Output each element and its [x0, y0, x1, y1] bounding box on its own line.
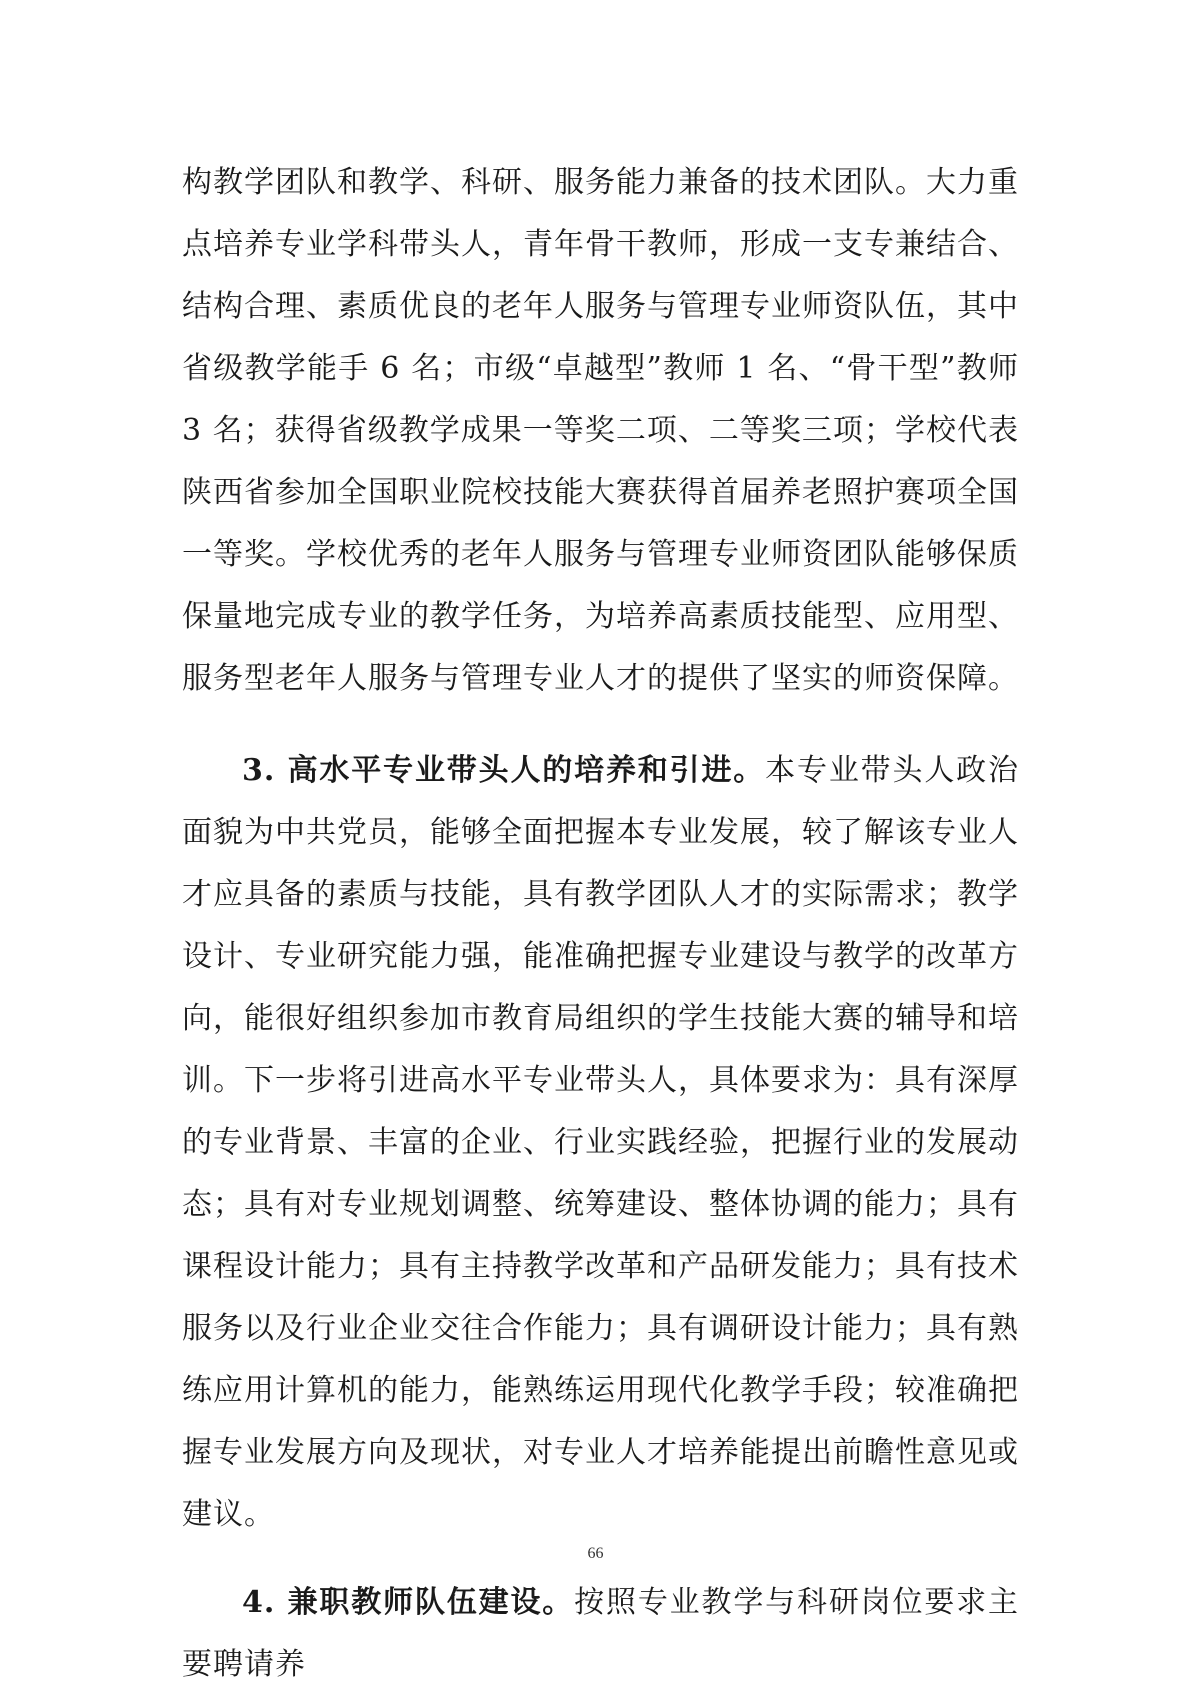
page-number: 66 — [587, 1545, 604, 1562]
body-text — [182, 152, 1019, 1696]
section-heading: 4. 兼职教师队伍建设。 — [242, 1585, 575, 1620]
paragraph-teaching-team — [182, 152, 1019, 710]
section-heading: 3. 高水平专业带头人的培养和引进。 — [242, 753, 766, 788]
paragraph-leader-training — [182, 740, 1019, 1546]
paragraph-text: 按照专业教学与科研岗位要求主要聘请养 — [182, 1585, 1020, 1682]
paragraph-text: 本专业带头人政治面貌为中共党员，能够全面把握本专业发展，较了解该专业人才应具备的素质与技能，具有教学团队人才的实际需求；教学设计、专业研究能力强，能准确把握专业建设与教学的改革方向，能很好组织参加市教育局组织的学生技能大赛的辅导和培训。下一步将引进高水平专业带头人，具体要求为：具有深厚的专业背景、丰富的企业、行业实践经验，把握行业的发展动态；具有对专业规划调整、统筹建设、整体协调的能力；具有课程设计能力；具有主持教学改革和产品研发能力；具有技术服务以及行业企业交往合作能力；具有调研设计能力；具有熟练应用计算机的能力，能熟练运用现代化教学手段；较准确把握专业发展方向及现状，对专业人才培养能提出前瞻性意见或建议。 — [182, 753, 1020, 1532]
paragraph-text: 构教学团队和教学、科研、服务能力兼备的技术团队。大力重点培养专业学科带头人，青年骨干教师，形成一支专兼结合、结构合理、素质优良的老年人服务与管理专业师资队伍，其中省级教学能手 6 名；市级“卓越型”教师 1 名、“骨干型”教师 3 名；获得省级教学成果一等奖二项、二等奖三项；学校代表陕西省参加全国职业院校技能大赛获得首届养老照护赛项全国一等奖。学校优秀的老年人服务与管理专业师资团队能够保质保量地完成专业的教学任务，为培养高素质技能型、应用型、服务型老年人服务与管理专业人才的提供了坚实的师资保障。 — [182, 165, 1019, 696]
paragraph-part-time-teachers — [182, 1572, 1019, 1696]
paragraph-spacer — [182, 710, 1019, 740]
